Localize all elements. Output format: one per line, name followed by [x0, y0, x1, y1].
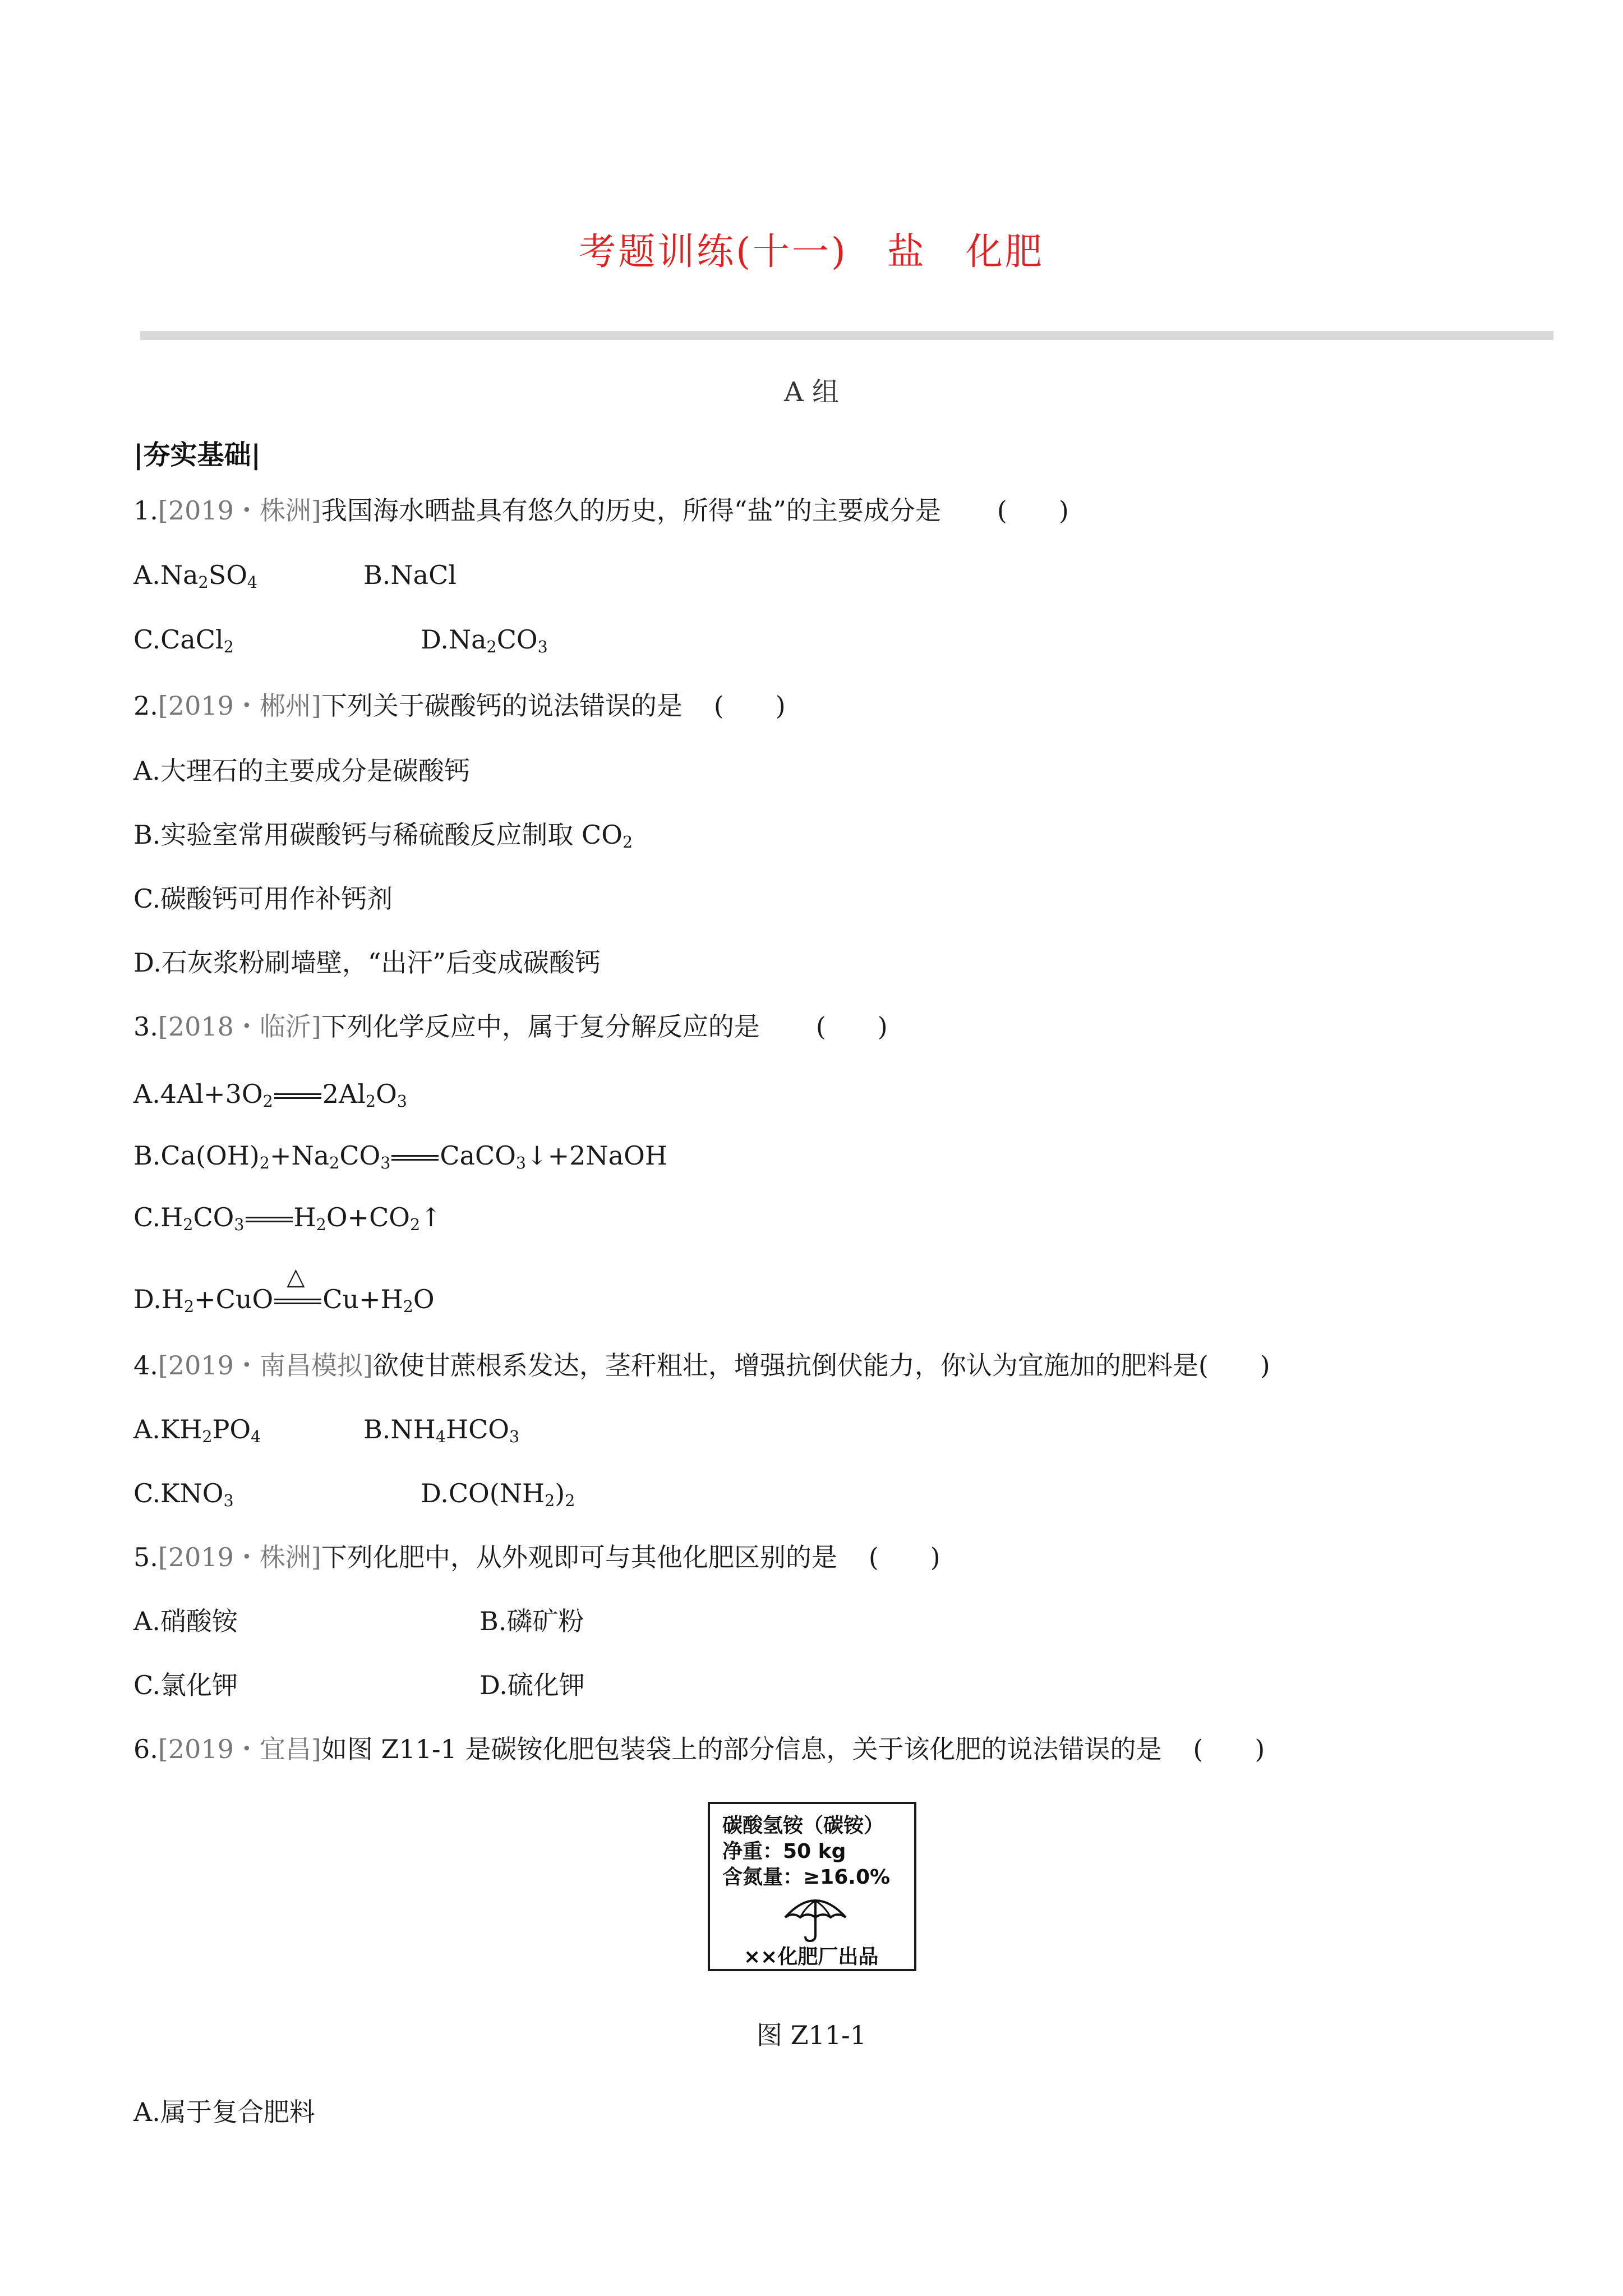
answer-blank: ( )	[868, 1542, 940, 1572]
equals-sign	[246, 1216, 293, 1223]
question-text: 如图 Z11-1 是碳铵化肥包装袋上的部分信息，关于该化肥的说法错误的是	[321, 1734, 1162, 1764]
question-number: 2.	[133, 691, 158, 721]
label-weight: 净重：50 kg	[722, 1840, 846, 1863]
option-4c: $C.KNO_3$	[133, 1478, 234, 1511]
option-3a: $A.4Al+3O_2$ $2Al_2O_3$	[133, 1079, 407, 1111]
label-name: 碳酸氢铵（碳铵）	[722, 1814, 884, 1837]
question-3	[133, 1010, 888, 1043]
option-5c: C.氯化钾	[133, 1670, 238, 1700]
option-4a: $A.KH_2PO_4$	[133, 1414, 261, 1447]
page-title: 考题训练(十一) 盐 化肥	[579, 230, 1044, 273]
answer-blank: ( )	[1193, 1734, 1265, 1764]
question-text: 欲使甘蔗根系发达，茎秆粗壮，增强抗倒伏能力，你认为宜施加的肥料是	[372, 1350, 1198, 1381]
answer-blank: ( )	[713, 691, 786, 721]
question-number: 1.	[133, 495, 158, 526]
option-1b: B.NaCl	[363, 560, 457, 590]
question-source: [2018・临沂]	[158, 1011, 321, 1042]
option-5b: B.磷矿粉	[479, 1606, 584, 1636]
answer-blank: ( )	[997, 495, 1069, 526]
option-2d: D.石灰浆粉刷墙壁，“出汗”后变成碳酸钙	[133, 947, 601, 978]
question-source: [2019・宜昌]	[158, 1734, 321, 1764]
heat-symbol: △	[287, 1263, 305, 1290]
question-text: 下列关于碳酸钙的说法错误的是	[321, 691, 683, 721]
option-2c: C.碳酸钙可用作补钙剂	[133, 884, 393, 914]
question-2	[133, 689, 786, 723]
option-3d: $D.H_2+CuO$ △ $Cu+H_2O$	[133, 1263, 435, 1317]
option-4b: $B.NH_4HCO_3$	[363, 1414, 520, 1447]
answer-blank: ( )	[1198, 1350, 1270, 1381]
question-text: 下列化学反应中，属于复分解反应的是	[321, 1011, 760, 1042]
question-source: [2019・南昌模拟]	[158, 1350, 373, 1381]
title-divider	[140, 331, 1553, 340]
question-4	[133, 1349, 1270, 1382]
option-2a: A.大理石的主要成分是碳酸钙	[133, 756, 470, 786]
equals-sign	[274, 1263, 321, 1305]
figure-caption: 图 Z11-1	[757, 2020, 866, 2050]
equals-sign	[391, 1154, 439, 1162]
fertilizer-label-figure	[708, 1802, 916, 1971]
question-number: 6.	[133, 1734, 158, 1764]
umbrella-icon	[782, 1894, 849, 1944]
answer-blank: ( )	[815, 1011, 888, 1042]
question-source: [2019・株洲]	[158, 1542, 321, 1572]
group-heading: A 组	[784, 376, 839, 408]
option-4d: $D.CO(NH_2)_2$	[421, 1478, 575, 1511]
option-5d: D.硫化钾	[479, 1670, 585, 1700]
question-number: 4.	[133, 1350, 158, 1381]
option-2b: B.实验室常用碳酸钙与稀硫酸反应制取 $CO_2$	[133, 820, 633, 852]
question-number: 3.	[133, 1011, 158, 1042]
question-5	[133, 1540, 940, 1574]
question-source: [2019・株洲]	[158, 495, 321, 526]
question-number: 5.	[133, 1542, 158, 1572]
section-heading: |夯实基础|	[133, 439, 261, 471]
option-3b: $B.Ca(OH)_2+Na_2CO_3$ CaCO$_3$↓+2NaOH	[133, 1140, 667, 1173]
question-6	[133, 1732, 1265, 1766]
option-6a: A.属于复合肥料	[133, 2097, 315, 2127]
option-1a: $A.Na_2SO_4$	[133, 560, 258, 592]
question-1	[133, 494, 1069, 527]
option-1c: C.CaCl$_2$	[133, 624, 234, 657]
equals-sign	[274, 1092, 321, 1100]
option-5a: A.硝酸铵	[133, 1606, 238, 1636]
option-1d: $D.Na_2CO_3$	[421, 624, 548, 657]
label-nitrogen: 含氮量：≥16.0%	[722, 1866, 891, 1889]
question-text: 下列化肥中，从外观即可与其他化肥区别的是	[321, 1542, 837, 1572]
option-3c: $C.H_2CO_3$ $H_2O+CO_2↑$	[133, 1202, 442, 1235]
label-maker: ××化肥厂出品	[744, 1945, 879, 1968]
question-text: 我国海水晒盐具有悠久的历史，所得“盐”的主要成分是	[321, 495, 941, 526]
question-source: [2019・郴州]	[158, 691, 321, 721]
